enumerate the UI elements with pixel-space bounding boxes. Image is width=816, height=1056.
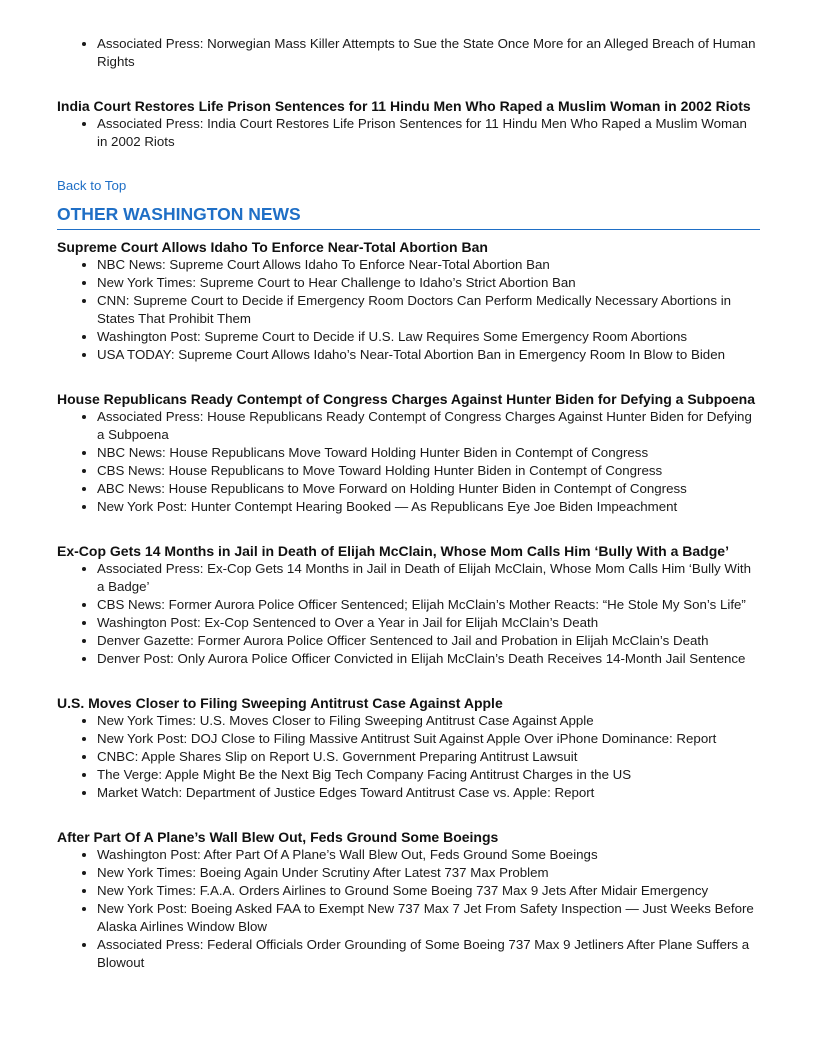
story-headline: Ex-Cop Gets 14 Months in Jail in Death of Elijah McClain, Whose Mom Calls Him ‘Bully With a Badge’: [57, 543, 729, 559]
news-link[interactable]: • Associated Press: House Republicans Ready Contempt of Congress Charges Against Hunter Biden for Defying a Subpoena: [97, 408, 760, 444]
news-link[interactable]: • Associated Press: Norwegian Mass Killer Attempts to Sue the State Once More for an Alleged Breach of Human Rights: [97, 35, 760, 71]
news-link[interactable]: • CNBC: Apple Shares Slip on Report U.S. Government Preparing Antitrust Lawsuit: [97, 748, 760, 766]
section-heading: OTHER WASHINGTON NEWS: [57, 203, 760, 230]
story-idaho-abortion: [57, 238, 760, 364]
story-india-court: [57, 97, 760, 151]
news-link[interactable]: • Washington Post: After Part Of A Plane’s Wall Blew Out, Feds Ground Some Boeings: [97, 846, 760, 864]
news-link[interactable]: • ABC News: House Republicans to Move Forward on Holding Hunter Biden in Contempt of Congress: [97, 480, 760, 498]
story-link-list: [57, 712, 760, 802]
news-link[interactable]: • Washington Post: Ex-Cop Sentenced to Over a Year in Jail for Elijah McClain’s Death: [97, 614, 760, 632]
back-to-top-link[interactable]: Back to Top: [57, 178, 127, 193]
news-link[interactable]: • Washington Post: Supreme Court to Decide if U.S. Law Requires Some Emergency Room Abortions: [97, 328, 760, 346]
news-link[interactable]: • CBS News: Former Aurora Police Officer Sentenced; Elijah McClain’s Mother Reacts: “He Stole My Son’s Life”: [97, 596, 760, 614]
story-headline: India Court Restores Life Prison Sentences for 11 Hindu Men Who Raped a Muslim Woman in 2002 Riots: [57, 98, 751, 114]
story-elijah-mcclain: [57, 542, 760, 668]
news-link[interactable]: • CBS News: House Republicans to Move Toward Holding Hunter Biden in Contempt of Congress: [97, 462, 760, 480]
news-link[interactable]: • New York Times: Boeing Again Under Scrutiny After Latest 737 Max Problem: [97, 864, 760, 882]
news-link[interactable]: • Associated Press: India Court Restores Life Prison Sentences for 11 Hindu Men Who Raped a Muslim Woman in 2002 Riots: [97, 115, 760, 151]
news-link[interactable]: • New York Times: U.S. Moves Closer to Filing Sweeping Antitrust Case Against Apple: [97, 712, 760, 730]
story-link-list: [57, 256, 760, 364]
news-link[interactable]: • New York Post: DOJ Close to Filing Massive Antitrust Suit Against Apple Over iPhone Dominance: Report: [97, 730, 760, 748]
story-link-list: [57, 846, 760, 972]
news-link[interactable]: • New York Post: Hunter Contempt Hearing Booked — As Republicans Eye Joe Biden Impeachment: [97, 498, 760, 516]
story-link-list: [57, 408, 760, 516]
continued-link-list: [57, 35, 760, 71]
story-link-list: [57, 560, 760, 668]
story-headline: After Part Of A Plane’s Wall Blew Out, Feds Ground Some Boeings: [57, 829, 499, 845]
story-headline: House Republicans Ready Contempt of Congress Charges Against Hunter Biden for Defying a Subpoena: [57, 391, 756, 407]
story-headline: U.S. Moves Closer to Filing Sweeping Antitrust Case Against Apple: [57, 695, 503, 711]
news-link[interactable]: • USA TODAY: Supreme Court Allows Idaho’s Near-Total Abortion Ban in Emergency Room In Blow to Biden: [97, 346, 760, 364]
news-link[interactable]: • NBC News: Supreme Court Allows Idaho To Enforce Near-Total Abortion Ban: [97, 256, 760, 274]
news-link[interactable]: • New York Post: Boeing Asked FAA to Exempt New 737 Max 7 Jet From Safety Inspection — Just Weeks Before Alaska Airlines Window Blow: [97, 900, 760, 936]
news-link[interactable]: • Associated Press: Ex-Cop Gets 14 Months in Jail in Death of Elijah McClain, Whose Mom Calls Him ‘Bully With a Badge’: [97, 560, 760, 596]
news-link[interactable]: • Associated Press: Federal Officials Order Grounding of Some Boeing 737 Max 9 Jetliners After Plane Suffers a Blowout: [97, 936, 760, 972]
news-link[interactable]: • Denver Gazette: Former Aurora Police Officer Sentenced to Jail and Probation in Elijah McClain’s Death: [97, 632, 760, 650]
news-link[interactable]: • New York Times: F.A.A. Orders Airlines to Ground Some Boeing 737 Max 9 Jets After Midair Emergency: [97, 882, 760, 900]
news-link[interactable]: • CNN: Supreme Court to Decide if Emergency Room Doctors Can Perform Medically Necessary Abortions in States That Prohibit Them: [97, 292, 760, 328]
news-link[interactable]: • NBC News: House Republicans Move Toward Holding Hunter Biden in Contempt of Congress: [97, 444, 760, 462]
story-apple-antitrust: [57, 694, 760, 802]
news-link[interactable]: • The Verge: Apple Might Be the Next Big Tech Company Facing Antitrust Charges in the US: [97, 766, 760, 784]
story-boeing-grounding: [57, 828, 760, 972]
news-link[interactable]: • New York Times: Supreme Court to Hear Challenge to Idaho’s Strict Abortion Ban: [97, 274, 760, 292]
news-link[interactable]: • Market Watch: Department of Justice Edges Toward Antitrust Case vs. Apple: Report: [97, 784, 760, 802]
newsletter-page: [57, 35, 760, 972]
story-headline: Supreme Court Allows Idaho To Enforce Near-Total Abortion Ban: [57, 239, 488, 255]
news-link[interactable]: • Denver Post: Only Aurora Police Officer Convicted in Elijah McClain’s Death Receives 14-Month Jail Sentence: [97, 650, 760, 668]
story-hunter-biden-contempt: [57, 390, 760, 516]
story-link-list: [57, 115, 760, 151]
